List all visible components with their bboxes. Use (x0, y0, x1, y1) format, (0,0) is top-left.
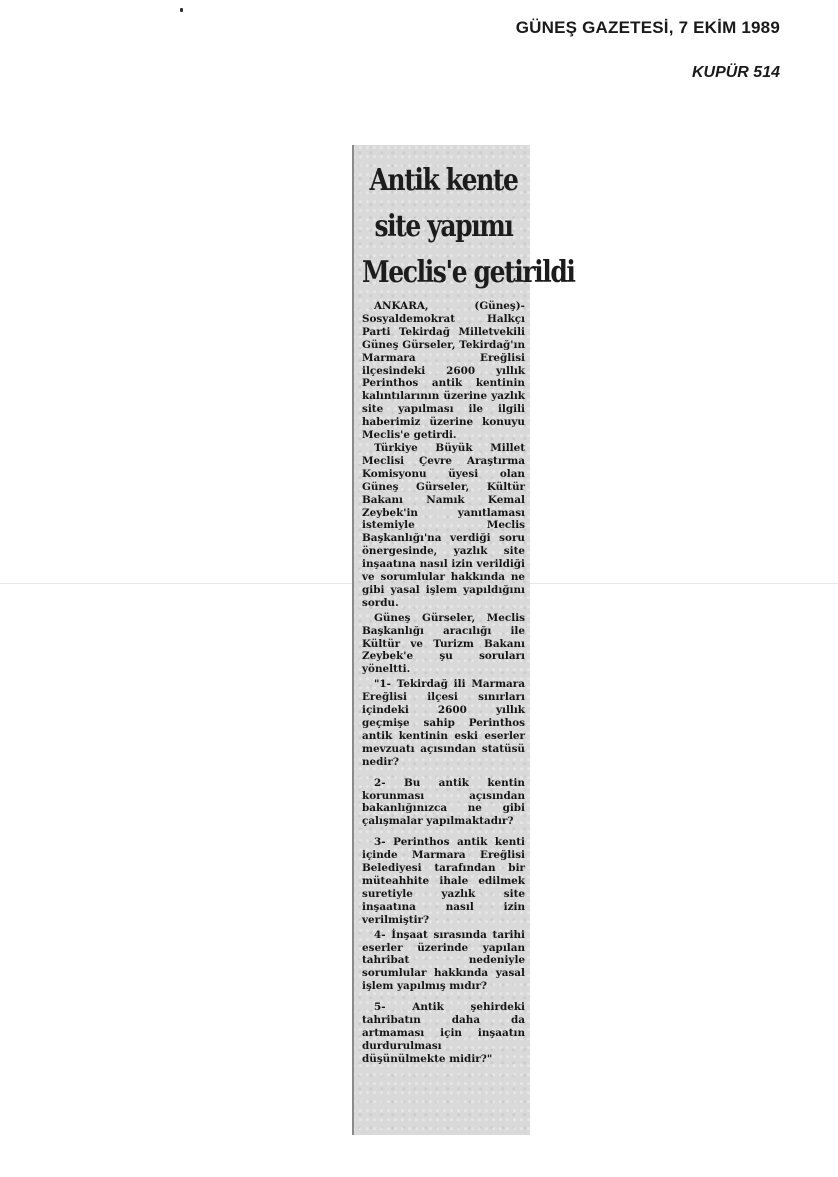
article-headline (362, 157, 575, 295)
question-paragraph: 4- İnşaat sırasında tarihi eserler üzerinde yapılan tahribat nedeniyle sorumlular hakkında yasal işlem yapılmış mıdır? (362, 928, 525, 993)
article-paragraph: ANKARA, (Güneş)- Sosyaldemokrat Halkçı Parti Tekirdağ Milletvekili Güneş Gürseler, Tekirdağ'ın Marmara Ereğlisi ilçesindeki 2600 yıllık Perinthos antik kentinin kalıntılarının üzerine yazlık site yapılması ile ilgili haberimiz üzerine konuyu Meclis'e getirdi. (362, 300, 525, 442)
clipping-number: KUPÜR 514 (691, 64, 780, 81)
clipping-edge (352, 145, 354, 1135)
headline-line: Antik kente (369, 162, 518, 198)
question-paragraph: 2- Bu antik kentin korunması açısından bakanlığınızca ne gibi çalışmalar yapılmaktadır? (362, 776, 525, 828)
newspaper-source: GÜNEŞ GAZETESİ, 7 EKİM 1989 (515, 18, 780, 37)
question-paragraph: 5- Antik şehirdeki tahribatın daha da artmaması için inşaatın durdurulması düşünülmekte midir?" (362, 1001, 525, 1065)
headline-line: Meclis'e getirildi (362, 254, 575, 290)
article-paragraph: Türkiye Büyük Millet Meclisi Çevre Araştırma Komisyonu üyesi olan Güneş Gürseler, Kültür Bakanı Namık Kemal Zeybek'in yanıtlaması istemiyle Meclis Başkanlığı'na verdiği soru önergesinde, yazlık site inşaatına nasıl izin verildiği ve sorumlular hakkında ne gibi yasal işlem yapıldığını sordu. (362, 441, 525, 609)
scan-speck (180, 8, 183, 12)
question-paragraph: "1- Tekirdağ ili Marmara Ereğlisi ilçesi sınırları içindeki 2600 yıllık geçmişe sahip Perinthos antik kentinin eski eserler mevzuatı açısından statüsü nedir? (362, 678, 525, 768)
newspaper-clipping (352, 145, 575, 1135)
headline-line: site yapımı (374, 208, 513, 244)
article-paragraph: Güneş Gürseler, Meclis Başkanlığı aracılığı ile Kültür ve Turizm Bakanı Zeybek'e şu soruları yöneltti. (362, 611, 525, 676)
question-paragraph: 3- Perinthos antik kenti içinde Marmara Ereğlisi Belediyesi tarafından bir müteahhite ihale edilmek suretiyle yazlık site inşaatına nasıl izin verilmiştir? (362, 836, 525, 926)
